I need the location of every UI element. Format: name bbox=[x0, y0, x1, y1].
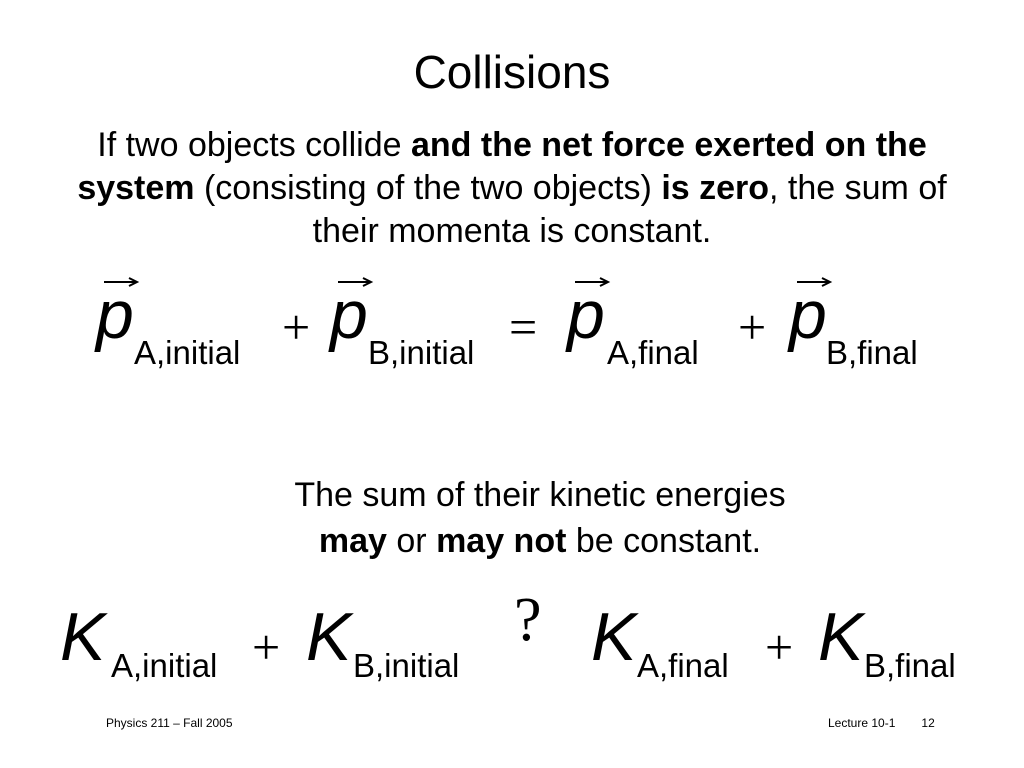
momentum-symbol: p bbox=[567, 277, 605, 353]
intro-paragraph bbox=[40, 124, 984, 253]
kinetic-symbol: K bbox=[818, 599, 864, 675]
momentum-symbol: p bbox=[330, 277, 368, 353]
kinetic-symbol: K bbox=[306, 599, 352, 675]
kinetic-term-b-final bbox=[818, 599, 956, 684]
footer-course: Physics 211 – Fall 2005 bbox=[106, 716, 233, 730]
kinetic-subscript: A,final bbox=[637, 647, 729, 684]
kinetic-bold-may-not: may not bbox=[436, 522, 567, 560]
momentum-equation bbox=[0, 266, 1024, 396]
plus-sign: + bbox=[252, 619, 281, 675]
plus-sign: + bbox=[765, 619, 794, 675]
intro-bold-is-zero: is zero bbox=[661, 169, 770, 207]
momentum-subscript: B,final bbox=[826, 334, 918, 371]
kinetic-text-line-1: The sum of their kinetic energies bbox=[294, 476, 786, 514]
kinetic-symbol: K bbox=[60, 599, 106, 675]
equals-sign: = bbox=[509, 299, 538, 355]
footer-lecture: Lecture 10-1 bbox=[828, 716, 896, 730]
kinetic-text-or: or bbox=[386, 522, 437, 560]
question-mark-relation: ? bbox=[514, 586, 542, 654]
momentum-subscript: B,initial bbox=[368, 334, 475, 371]
footer-page-number: 12 bbox=[921, 716, 935, 730]
kinetic-term-b-initial bbox=[306, 599, 459, 684]
plus-sign: + bbox=[282, 299, 311, 355]
intro-bold-net-force: and the net force exerted on the system bbox=[77, 126, 927, 207]
kinetic-term-a-initial bbox=[60, 599, 217, 684]
momentum-symbol: p bbox=[789, 277, 827, 353]
kinetic-term-a-final bbox=[591, 599, 729, 684]
plus-sign: + bbox=[738, 299, 767, 355]
momentum-subscript: A,initial bbox=[134, 334, 241, 371]
kinetic-energy-paragraph bbox=[200, 472, 880, 564]
slide-title: Collisions bbox=[413, 46, 611, 98]
momentum-symbol: p bbox=[96, 277, 134, 353]
kinetic-equation bbox=[0, 580, 1024, 690]
footer-lecture-info bbox=[828, 716, 935, 730]
momentum-subscript: A,final bbox=[607, 334, 699, 371]
momentum-term-a-final bbox=[565, 277, 699, 371]
kinetic-subscript: B,initial bbox=[353, 647, 460, 684]
intro-text-3: , the sum of their momenta is constant. bbox=[312, 169, 947, 250]
kinetic-subscript: A,initial bbox=[111, 647, 218, 684]
kinetic-text-line-2 bbox=[200, 518, 880, 564]
kinetic-symbol: K bbox=[591, 599, 637, 675]
momentum-term-a-initial bbox=[94, 277, 240, 371]
kinetic-text-end: be constant. bbox=[566, 522, 762, 560]
intro-text-1: If two objects collide bbox=[97, 126, 411, 164]
kinetic-subscript: B,final bbox=[864, 647, 956, 684]
momentum-term-b-final bbox=[787, 277, 918, 371]
kinetic-bold-may: may bbox=[318, 522, 387, 560]
momentum-term-b-initial bbox=[328, 277, 474, 371]
intro-text-2: (consisting of the two objects) bbox=[194, 169, 662, 207]
